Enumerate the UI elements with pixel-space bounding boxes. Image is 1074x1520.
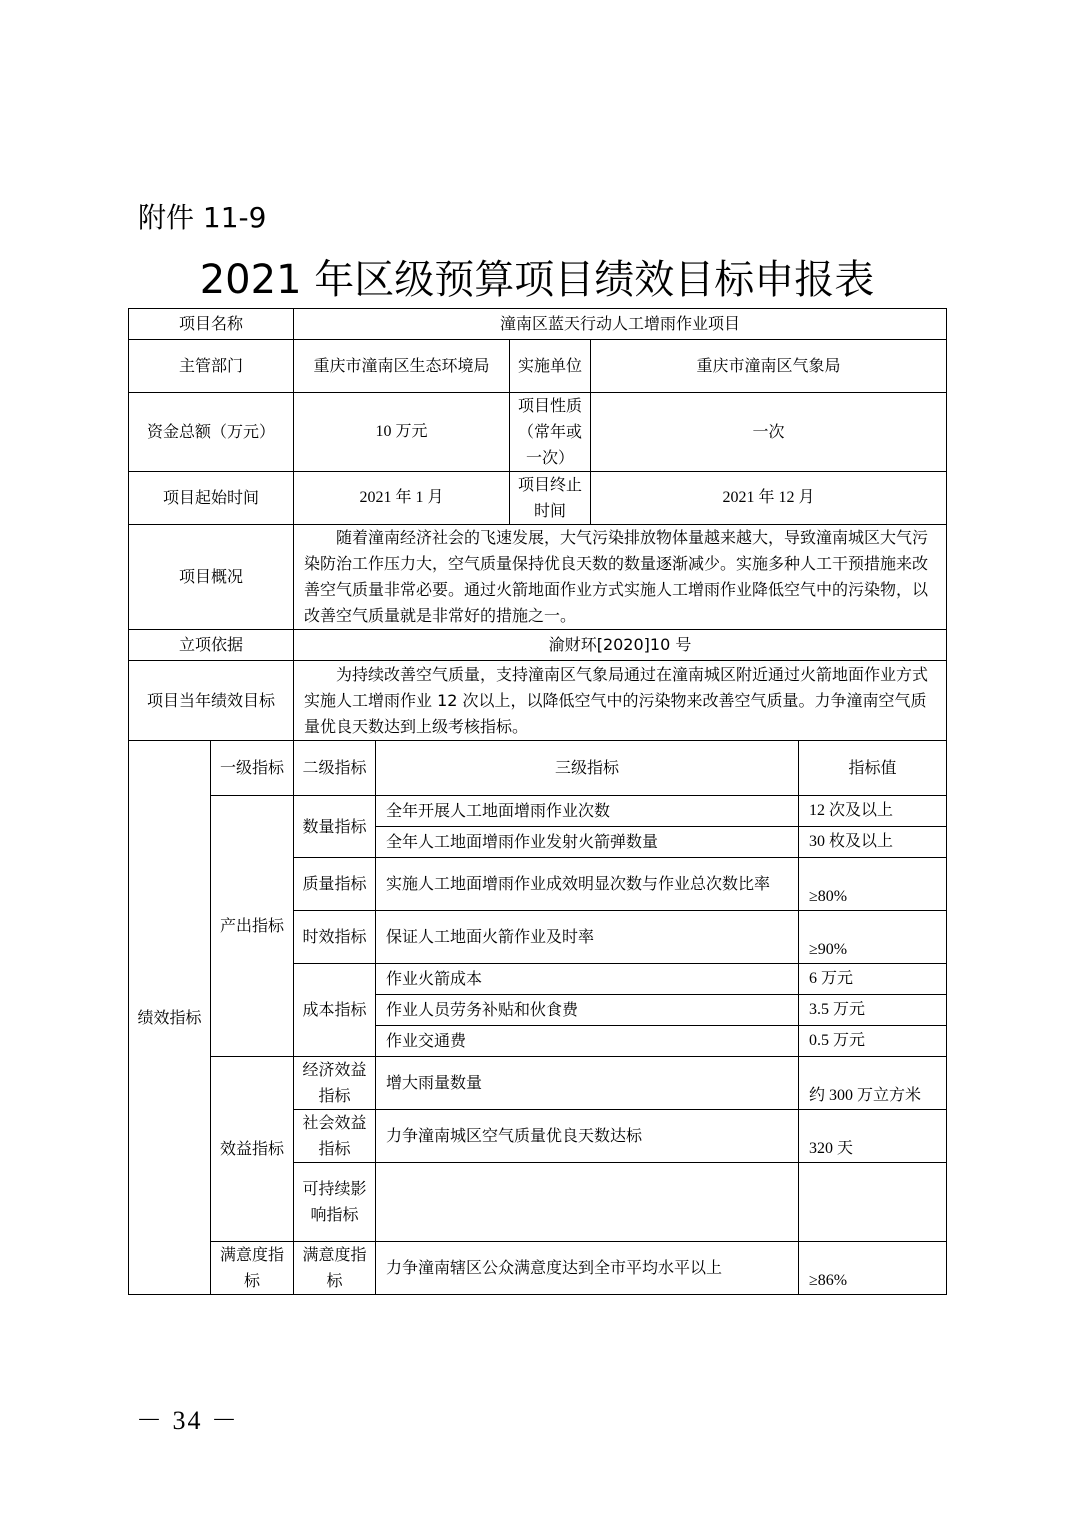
indicator-section-label: 绩效指标: [129, 741, 211, 1295]
end-time-label: 项目终止时间: [510, 472, 591, 525]
quality-item-name: 实施人工地面增雨作业成效明显次数与作业总次数比率: [376, 858, 799, 911]
header-level2: 二级指标: [294, 741, 376, 796]
nature-value: 一次: [591, 393, 947, 472]
quantity-item-value: 12 次及以上: [799, 796, 947, 827]
timeliness-indicator-label: 时效指标: [294, 911, 376, 964]
cost-item-name: 作业火箭成本: [376, 964, 799, 995]
project-name-label: 项目名称: [129, 309, 294, 340]
satisfaction-item-value: ≥86%: [799, 1242, 947, 1295]
cost-item-name: 作业人员劳务补贴和伙食费: [376, 995, 799, 1026]
quantity-indicator-label: 数量指标: [294, 796, 376, 858]
social-item-value: 320 天: [799, 1110, 947, 1163]
dept-label: 主管部门: [129, 340, 294, 393]
sustain-item-name: [376, 1163, 799, 1242]
quantity-item-value: 30 枚及以上: [799, 827, 947, 858]
overview-value: 随着潼南经济社会的飞速发展，大气污染排放物体量越来越大，导致潼南城区大气污染防治工作压力大，空气质量保持优良天数的数量逐渐减少。实施多种人工干预措施来改善空气质量非常必要。通过火箭地面作业方式实施人工增雨作业降低空气中的污染物，以改善空气质量就是非常好的措施之一。: [294, 525, 947, 630]
satisfaction-l2-label: 满意度指标: [294, 1242, 376, 1295]
quantity-item-name: 全年人工地面增雨作业发射火箭弹数量: [376, 827, 799, 858]
cost-indicator-label: 成本指标: [294, 964, 376, 1057]
header-value: 指标值: [799, 741, 947, 796]
quality-item-value: ≥80%: [799, 858, 947, 911]
attachment-label: 附件 11-9: [138, 201, 267, 234]
start-time-value: 2021 年 1 月: [294, 472, 510, 525]
timeliness-item-name: 保证人工地面火箭作业及时率: [376, 911, 799, 964]
page-number: － 34 －: [136, 1406, 240, 1435]
timeliness-item-value: ≥90%: [799, 911, 947, 964]
basis-label: 立项依据: [129, 630, 294, 661]
quality-indicator-label: 质量指标: [294, 858, 376, 911]
output-indicator-label: 产出指标: [211, 796, 294, 1057]
dept-value: 重庆市潼南区生态环境局: [294, 340, 510, 393]
nature-label: 项目性质（常年或一次）: [510, 393, 591, 472]
quantity-item-name: 全年开展人工地面增雨作业次数: [376, 796, 799, 827]
impl-unit-value: 重庆市潼南区气象局: [591, 340, 947, 393]
overview-label: 项目概况: [129, 525, 294, 630]
impl-unit-label: 实施单位: [510, 340, 591, 393]
basis-value: 渝财环[2020]10 号: [294, 630, 947, 661]
economic-item-name: 增大雨量数量: [376, 1057, 799, 1110]
header-level1: 一级指标: [211, 741, 294, 796]
sustain-item-value: [799, 1163, 947, 1242]
goal-value: 为持续改善空气质量，支持潼南区气象局通过在潼南城区附近通过火箭地面作业方式实施人工增雨作业 12 次以上，以降低空气中的污染物来改善空气质量。力争潼南空气质量优良天数达到上级考核指标。: [294, 661, 947, 741]
start-time-label: 项目起始时间: [129, 472, 294, 525]
benefit-indicator-label: 效益指标: [211, 1057, 294, 1242]
cost-item-name: 作业交通费: [376, 1026, 799, 1057]
performance-table: [128, 308, 947, 1295]
document-title: 2021 年区级预算项目绩效目标申报表: [199, 257, 875, 303]
satisfaction-item-name: 力争潼南辖区公众满意度达到全市平均水平以上: [376, 1242, 799, 1295]
economic-item-value: 约 300 万立方米: [799, 1057, 947, 1110]
header-level3: 三级指标: [376, 741, 799, 796]
sustain-indicator-label: 可持续影响指标: [294, 1163, 376, 1242]
goal-label: 项目当年绩效目标: [129, 661, 294, 741]
fund-label: 资金总额（万元）: [129, 393, 294, 472]
cost-item-value: 0.5 万元: [799, 1026, 947, 1057]
fund-value: 10 万元: [294, 393, 510, 472]
social-item-name: 力争潼南城区空气质量优良天数达标: [376, 1110, 799, 1163]
cost-item-value: 6 万元: [799, 964, 947, 995]
social-indicator-label: 社会效益指标: [294, 1110, 376, 1163]
end-time-value: 2021 年 12 月: [591, 472, 947, 525]
satisfaction-l1-label: 满意度指标: [211, 1242, 294, 1295]
cost-item-value: 3.5 万元: [799, 995, 947, 1026]
economic-indicator-label: 经济效益指标: [294, 1057, 376, 1110]
project-name-value: 潼南区蓝天行动人工增雨作业项目: [294, 309, 947, 340]
